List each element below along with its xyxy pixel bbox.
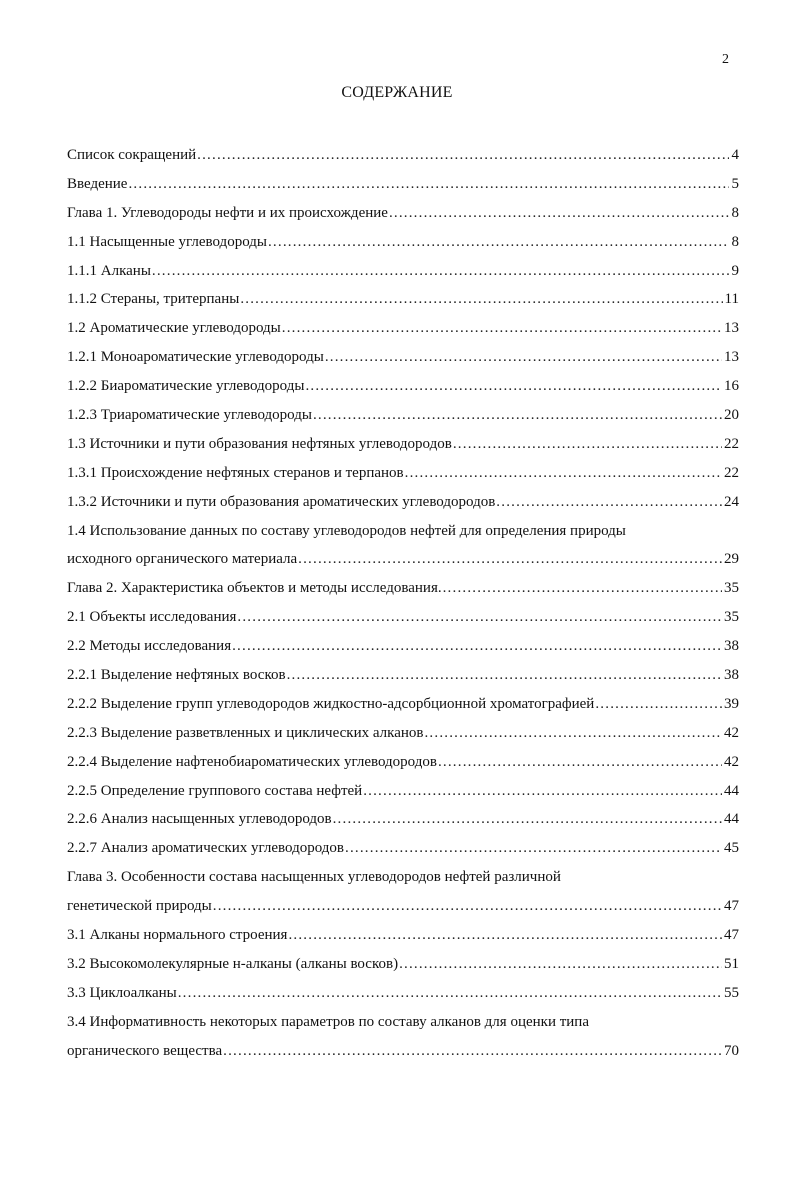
toc-leader-dots: [438, 748, 722, 777]
toc-entry: [67, 372, 739, 401]
toc-entry: [67, 1037, 739, 1066]
toc-entry-page: 35: [724, 580, 739, 597]
toc-leader-dots: [223, 1037, 722, 1066]
toc-entry: [67, 892, 739, 921]
toc-entry-page: 8: [731, 204, 739, 221]
toc-entry: [67, 777, 739, 806]
toc-entry: [67, 488, 739, 517]
toc-entry-title: генетической природы: [67, 898, 212, 915]
toc-entry-title: Глава 1. Углеводороды нефти и их происхождение: [67, 204, 388, 221]
toc-entry-page: 9: [731, 262, 739, 279]
toc-leader-dots: [363, 777, 722, 806]
toc-leader-dots: [178, 979, 722, 1008]
toc-entry: [67, 170, 739, 199]
toc-entry-title: 2.2.7 Анализ ароматических углеводородов: [67, 840, 344, 857]
toc-entry: [67, 199, 739, 228]
toc-entry-title: 2.2.5 Определение группового состава нефтей: [67, 782, 363, 799]
page-number: 2: [722, 52, 729, 67]
toc-entry-page: 22: [724, 435, 739, 452]
toc-entry-title: 1.1.1 Алканы: [67, 262, 151, 279]
toc-entry-title: 1.2.1 Моноароматические углеводороды: [67, 349, 324, 366]
toc-leader-dots: [298, 545, 722, 574]
toc-entry-page: 45: [724, 840, 739, 857]
toc-entry: [67, 228, 739, 257]
toc-leader-dots: [325, 343, 722, 372]
toc-entry-page: 44: [724, 782, 739, 799]
toc-entry-title: 2.2.3 Выделение разветвленных и циклических алканов: [67, 724, 424, 741]
toc-entry-page: 29: [724, 551, 739, 568]
toc-entry-title: Глава 3. Особенности состава насыщенных углеводородов нефтей различной: [67, 869, 561, 886]
toc-entry-title: 1.1 Насыщенные углеводороды: [67, 233, 267, 250]
toc-leader-dots: [152, 257, 729, 286]
toc-entry: [67, 950, 739, 979]
toc-entry: [67, 979, 739, 1008]
toc-leader-dots: [453, 430, 722, 459]
toc-leader-dots: [305, 372, 722, 401]
toc-entry-page: 39: [724, 695, 739, 712]
toc-entry-page: 5: [731, 175, 739, 192]
toc-entry-title: исходного органического материала: [67, 551, 298, 568]
toc-entry-title: Введение: [67, 175, 128, 192]
toc-entry: [67, 574, 739, 603]
toc-entry: [67, 748, 739, 777]
toc-entry-title: 1.2.3 Триароматические углеводороды: [67, 407, 312, 424]
toc-entry: [67, 285, 739, 314]
toc-entry-page: 42: [724, 724, 739, 741]
toc-entry-title: 2.2 Методы исследования: [67, 638, 232, 655]
toc-leader-dots: [389, 199, 729, 228]
toc-entry: [67, 805, 739, 834]
toc-entry-page: 51: [724, 955, 739, 972]
toc-entry: [67, 517, 739, 546]
toc-entry: [67, 690, 739, 719]
toc-entry: [67, 545, 739, 574]
toc-entry-title: 1.1.2 Стераны, тритерпаны: [67, 291, 240, 308]
toc-entry-title: 2.2.1 Выделение нефтяных восков: [67, 667, 286, 684]
toc-entry-title: 3.1 Алканы нормального строения: [67, 927, 288, 944]
toc-leader-dots: [424, 719, 722, 748]
toc-entry-page: 8: [731, 233, 739, 250]
toc-entry: [67, 257, 739, 286]
toc-entry: [67, 314, 739, 343]
toc-entry: [67, 863, 739, 892]
toc-leader-dots: [405, 459, 722, 488]
toc-entry-page: 13: [724, 320, 739, 337]
toc-leader-dots: [313, 401, 722, 430]
toc-entry: [67, 632, 739, 661]
toc-leader-dots: [237, 603, 722, 632]
toc-entry-title: 1.3.2 Источники и пути образования ароматических углеводородов: [67, 493, 496, 510]
toc-entry-title: 3.4 Информативность некоторых параметров по составу алканов для оценки типа: [67, 1013, 589, 1030]
toc-entry-page: 38: [724, 667, 739, 684]
toc-entry-page: 16: [724, 378, 739, 395]
toc-entry: [67, 401, 739, 430]
toc-entry-title: 1.2 Ароматические углеводороды: [67, 320, 281, 337]
toc-entry-page: 4: [731, 147, 739, 163]
toc-entry-title: 1.2.2 Биароматические углеводороды: [67, 378, 305, 395]
toc-entry: [67, 1008, 739, 1037]
toc-entry-title: 3.2 Высокомолекулярные н-алканы (алканы восков): [67, 955, 399, 972]
toc-leader-dots: [232, 632, 722, 661]
toc-entry: [67, 603, 739, 632]
toc-leader-dots: [287, 661, 722, 690]
toc-entry-page: 42: [724, 753, 739, 770]
toc-entry-page: 55: [724, 984, 739, 1001]
toc-entry-title: 1.3.1 Происхождение нефтяных стеранов и терпанов: [67, 464, 404, 481]
toc-leader-dots: [128, 170, 729, 199]
toc-leader-dots: [345, 834, 722, 863]
toc-leader-dots: [333, 805, 722, 834]
toc-leader-dots: [268, 228, 729, 257]
toc-entry-title: 1.4 Использование данных по составу углеводородов нефтей для определения природы: [67, 522, 626, 539]
toc-leader-dots: [282, 314, 722, 343]
toc-entry: [67, 430, 739, 459]
toc-entry: [67, 459, 739, 488]
toc-leader-dots: [213, 892, 722, 921]
toc-entry-title: органического вещества: [67, 1042, 223, 1059]
toc-entry-page: 47: [724, 898, 739, 915]
toc-entry: [67, 343, 739, 372]
toc-entry-page: 24: [724, 493, 739, 510]
toc-entry-title: 2.1 Объекты исследования: [67, 609, 237, 626]
toc-entry-page: 20: [724, 407, 739, 424]
toc-leader-dots: [240, 285, 722, 314]
toc-entry-page: 35: [724, 609, 739, 626]
toc-entry-page: 13: [724, 349, 739, 366]
toc-entry-title: Глава 2. Характеристика объектов и методы исследования.: [67, 580, 442, 597]
toc-entry-title: 2.2.6 Анализ насыщенных углеводородов: [67, 811, 332, 828]
toc-entry-title: 3.3 Циклоалканы: [67, 984, 177, 1001]
toc-entry-page: 70: [724, 1042, 739, 1059]
table-of-contents: [67, 141, 739, 1066]
toc-entry: [67, 661, 739, 690]
toc-entry-title: 2.2.2 Выделение групп углеводородов жидкостно-адсорбционной хроматографией: [67, 695, 595, 712]
toc-entry-page: 38: [724, 638, 739, 655]
toc-entry: [67, 921, 739, 950]
toc-entry-page: 44: [724, 811, 739, 828]
toc-entry: [67, 141, 739, 170]
toc-entry: [67, 834, 739, 863]
toc-entry-title: 2.2.4 Выделение нафтенобиароматических углеводородов: [67, 753, 437, 770]
toc-leader-dots: [399, 950, 722, 979]
page-title: СОДЕРЖАНИЕ: [341, 84, 453, 101]
toc-entry-title: 1.3 Источники и пути образования нефтяных углеводородов: [67, 435, 452, 452]
toc-entry-page: 11: [724, 291, 739, 308]
toc-leader-dots: [288, 921, 722, 950]
toc-leader-dots: [496, 488, 722, 517]
toc-entry-title: Список сокращений: [67, 147, 197, 163]
toc-entry-page: 47: [724, 927, 739, 944]
toc-leader-dots: [595, 690, 722, 719]
toc-entry: [67, 719, 739, 748]
toc-leader-dots: [197, 141, 729, 170]
toc-leader-dots: [443, 574, 722, 603]
toc-entry-page: 22: [724, 464, 739, 481]
